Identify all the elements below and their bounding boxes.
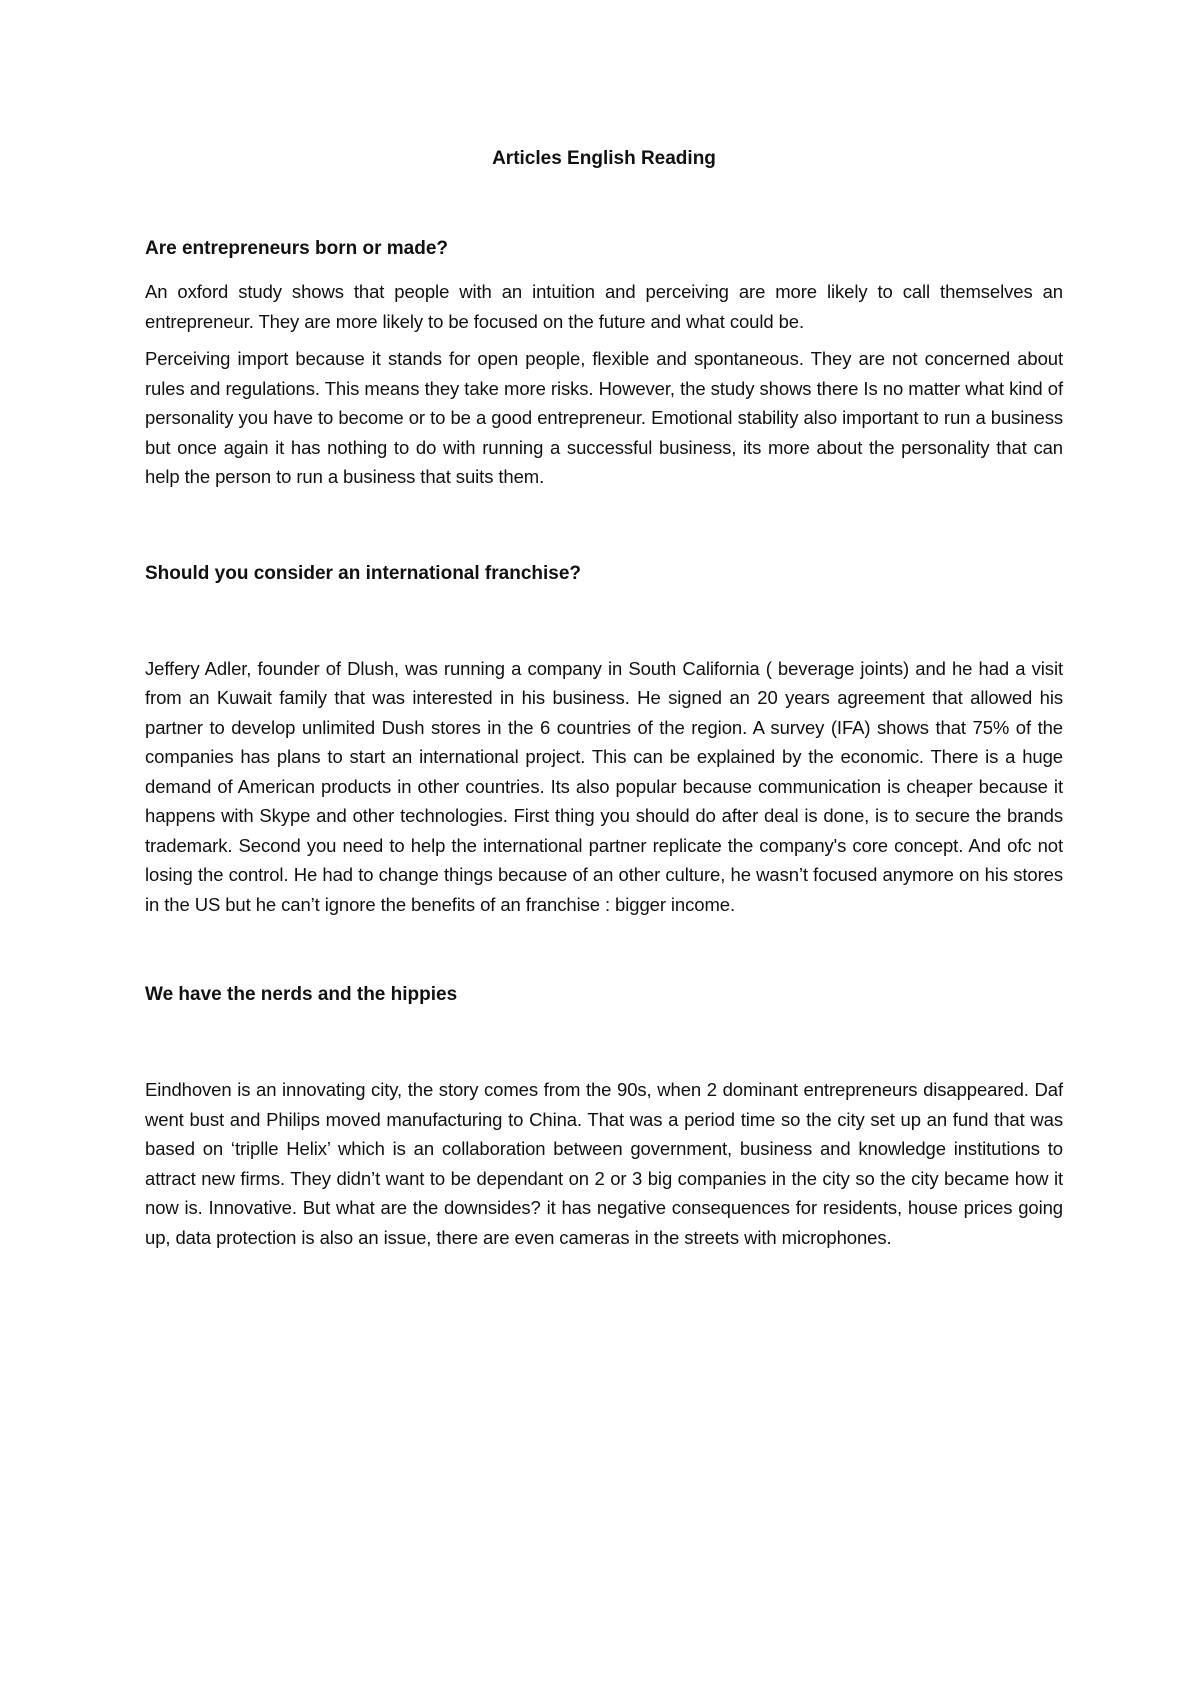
section-heading-nerds-hippies: We have the nerds and the hippies (145, 984, 458, 1005)
section-heading-franchise: Should you consider an international franchise? (145, 562, 582, 584)
paragraph-eindhoven: Eindhoven is an innovating city, the story comes from the 90s, when 2 dominant entrepreneurs disappeared. Daf went bust and Philips moved manufacturing to China. That was a period time so the city set up an fund that was based on ‘triplle Helix’ which is an collaboration between government, business and knowledge institutions to attract new firms. They didn’t want to be dependant on 2 or 3 big companies in the city so the city became how it now is. Innovative. But what are the downsides? it has negative consequences for residents, house prices going up, data protection is also an issue, there are even cameras in the streets with microphones. (145, 1079, 1063, 1248)
section-heading-entrepreneurs: Are entrepreneurs born or made? (145, 238, 449, 259)
paragraph-oxford-study: An oxford study shows that people with an intuition and perceiving are more likely to call themselves an entrepreneur. They are more likely to be focused on the future and what could be. (145, 281, 1063, 332)
paragraph-perceiving: Perceiving import because it stands for open people, flexible and spontaneous. They are not concerned about rules and regulations. This means they take more risks. However, the study shows there Is no matter what kind of personality you have to become or to be a good entrepreneur. Emotional stability also important to run a business but once again it has nothing to do with running a successful business, its more about the personality that can help the person to run a business that suits them. (145, 348, 1063, 487)
paragraph-jeffery-adler: Jeffery Adler, founder of Dlush, was running a company in South California ( beverage joints) and he had a visit from an Kuwait family that was interested in his business. He signed an 20 years agreement that allowed his partner to develop unlimited Dush stores in the 6 countries of the region. A survey (IFA) shows that 75% of the companies has plans to start an international project. This can be explained by the economic. There is a huge demand of American products in other countries. Its also popular because communication is cheaper because it happens with Skype and other technologies. First thing you should do after deal is done, is to secure the brands trademark. Second you need to help the international partner replicate the company's core concept. And ofc not losing the control. He had to change things because of an other culture, he wasn’t focused anymore on his stores in the US but he can’t ignore the benefits of an franchise : bigger income. (145, 657, 1063, 915)
document-title: Articles English Reading (492, 148, 716, 169)
document-body (145, 145, 1063, 1252)
